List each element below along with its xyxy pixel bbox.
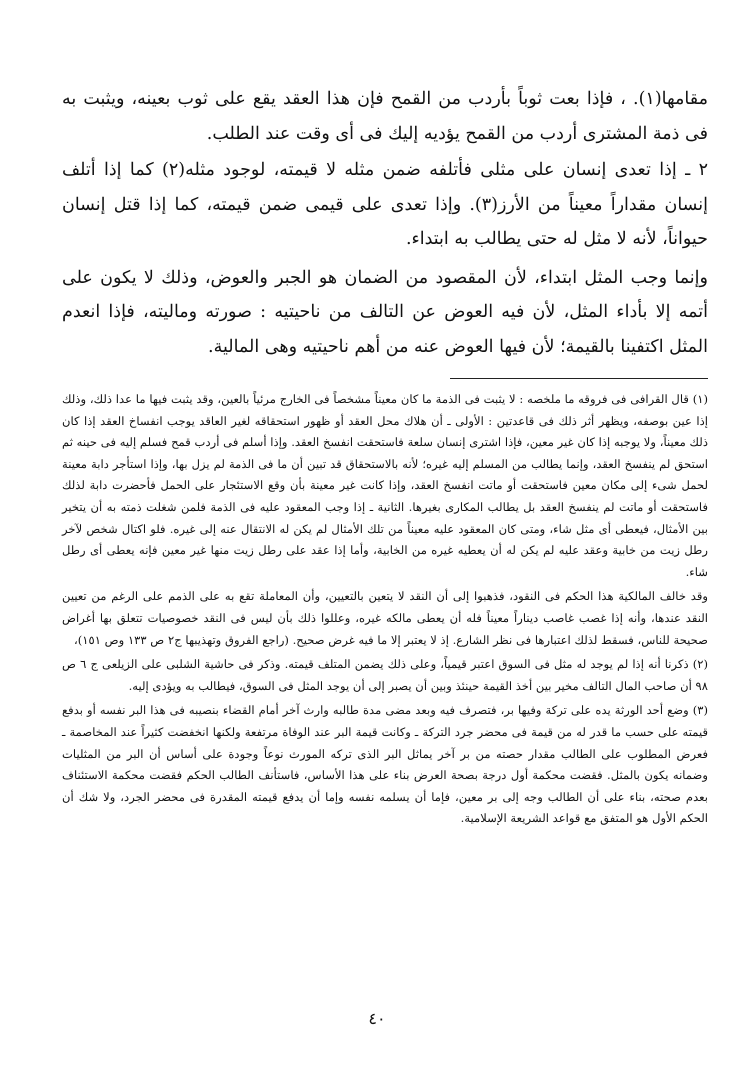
page-number: ٤٠ xyxy=(368,1009,386,1028)
footnote-3: (٣) وضع أحد الورثة يده على تركة وفيها بر، فتصرف فيه وبعد مضى مدة طالبه وارث آخر أمام القضاء بنصيبه فى هذا البر نفسه أو بدفع قيمته على حسب ما قدر له من قيمة فى محضر جرد التركة ـ وكانت قيمة البر عند الوفاة مرتفعة ولكنها انخفضت كثيراً عند المخاصمة ـ فعرض المطلوب على الطالب مقدار حصته من بر آخر يماثل البر الذى تركه المورث نوعاً وجودة على أساس أن البر من المثليات وضمانه يكون بالمثل. فقضت محكمة أول درجة بصحة العرض بناء على هذا الأساس، فاستأنف الطالب الحكم فقضت محكمة الاستئناف بعدم صحته، بناء على أن الطالب وجه إلى بر معين، فإما أن يسلمه نفسه وإما أن يدفع قيمته المقدرة فى محضر الجرد، ولا شك أن الحكم الأول هو المتفق مع قواعد الشريعة الإسلامية. xyxy=(62,703,708,826)
main-paragraph-1: مقامها(١). ، فإذا بعت ثوباً بأردب من القمح فإن هذا العقد يقع على ثوب بعينه، ويثبت به فى ذمة المشترى أردب من القمح يؤديه إليك فى أى وقت عند الطلب. xyxy=(62,89,708,144)
footnote-separator xyxy=(450,378,708,379)
main-paragraph-3: وإنما وجب المثل ابتداء، لأن المقصود من الضمان هو الجبر والعوض، وذلك لا يكون على أتمه إلا بأداء المثل، لأن فيه العوض عن التالف من ناحيتيه : صورته وماليته، فإذا انعدم المثل اكتفينا بالقيمة؛ لأن فيها العوض عنه من أهم ناحيتيه وهى المالية. xyxy=(62,267,708,357)
footnote-1: (١) قال القرافى فى فروقه ما ملخصه : لا يثبت فى الذمة ما كان معيناً مشخصاً فى الخارج مرئياً بالعين، وقد يثبت فيها ما عدا ذلك، وذلك إذا عين بوصفه، ويظهر أثر ذلك فى قاعدتين : الأولى ـ أن هلاك محل العقد أو ظهور استحقاقه لغير العاقد يوجب انفساخ العقد إذا كان ذلك معيناً، ولا يوجبه إذا كان غير معين، فإذا اشترى إنسان سلعة فاستحقت انفسخ العقد. وإذا أسلم فى أردب قمح فسلم إليه فى حينه ثم استحق لم ينفسخ العقد، وإنما يطالب من المسلم إليه غيره؛ لأنه بالاستحقاق قد تبين أن ما فى الذمة لم يزل بها، وإذا استأجر دابة معينة لحمل شىء إلى مكان معين فاستحقت أو ماتت انفسخ العقد، وإذا كانت غير معينة بأن وقع الاستئجار على الحمل فأحضرت دابة لذلك فاستحقت أو ماتت لم ينفسخ العقد بل يطالب المكارى بغيرها. الثانية ـ إذا وجب المعقود عليه فى الذمة فلمن شغلت ذمته به أن يتخير بين الأمثال، فيعطى أى مثل شاء، ومتى كان المعقود عليه معيناً من تلك الأمثال لم يكن له الانتقال عنه إلى غيره. فلو اكتال شخص لآخر رطل زيت من خابية وعقد عليه لم يكن له أن يعطيه غيره من الخابية، وأما إذا عقد على رطل زيت منها غير معين فإنه يعطى أى رطل شاء. xyxy=(62,392,708,579)
footnote-1-continued: وقد خالف المالكية هذا الحكم فى النقود، فذهبوا إلى أن النقد لا يتعين بالتعيين، وأن المعاملة تقع به على الذمم على الرغم من تعيين النقد عندها، وأنه إذا غصب غاصب ديناراً معيناً فله أن يعطى مالكه غيره، وعللوا ذلك بأن ليس فى النقد خصوصيات تتعلق بها أغراض صحيحة للناس، فسقط لذلك اعتبارها فى نظر الشارع. إذ لا يعتبر إلا ما فيه غرض صحيح. (راجع الفروق وتهذيبها ج٢ ص ١٣٣ وص ١٥١)، xyxy=(62,589,708,647)
footnote-2: (٢) ذكرنا أنه إذا لم يوجد له مثل فى السوق اعتبر قيمياً، وعلى ذلك يضمن المتلف قيمته. وذكر فى حاشية الشلبى على الزيلعى ج ٦ ص ٩٨ أن صاحب المال التالف مخير بين أخذ القيمة حينئذ وبين أن يصبر إلى أن يوجد المثل فى السوق، فيطالب به ويؤدى إليه. xyxy=(62,657,709,693)
main-paragraph-2: ٢ ـ إذا تعدى إنسان على مثلى فأتلفه ضمن مثله لا قيمته، لوجود مثله(٢) كما إذا أتلف إنسان مقداراً معيناً من الأرز(٣). وإذا تعدى على قيمى ضمن قيمته، كما إذا قتل إنسان حيواناً، لأنه لا مثل له حتى يطالب به ابتداء. xyxy=(62,160,709,249)
main-text xyxy=(62,82,708,364)
footnotes xyxy=(62,389,708,830)
